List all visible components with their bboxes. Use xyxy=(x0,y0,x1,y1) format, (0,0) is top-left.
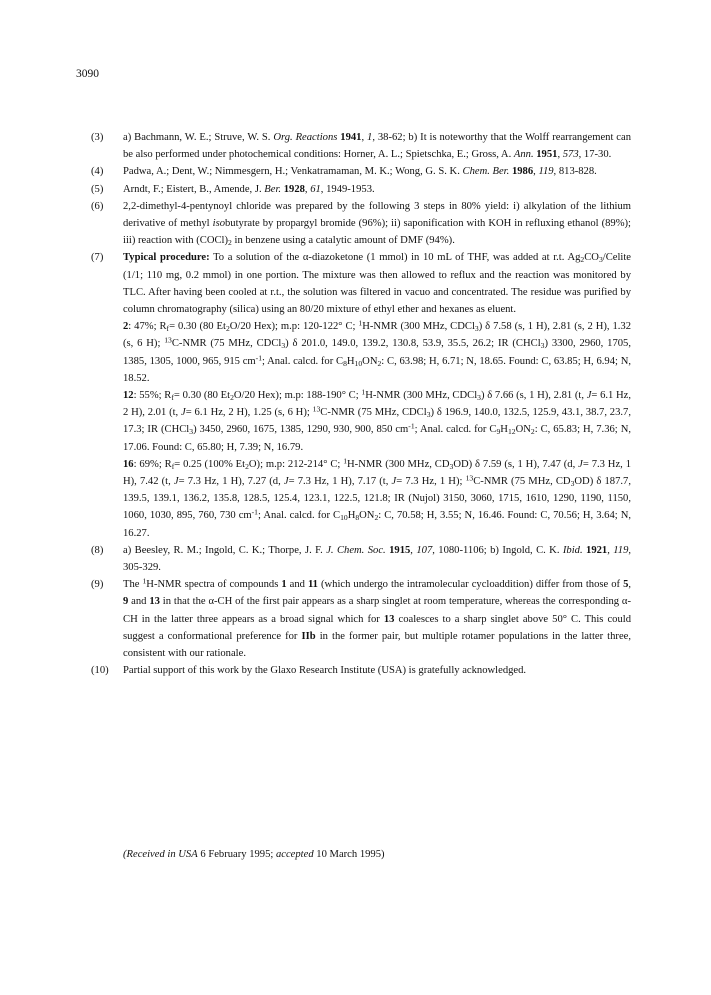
references-list xyxy=(91,129,631,680)
text-run: ON xyxy=(515,424,531,436)
text-run: , 305-329. xyxy=(123,544,632,574)
text-run: ON xyxy=(359,510,375,522)
reference-text xyxy=(123,249,631,318)
reference-item xyxy=(91,181,631,198)
text-run: 13 xyxy=(149,596,160,608)
text-run: 2 xyxy=(225,324,230,334)
reference-number: (9) xyxy=(91,579,104,591)
text-run: 13 xyxy=(312,404,321,414)
reference-number: (5) xyxy=(91,183,104,195)
text-run: 3 xyxy=(474,324,479,334)
received-line xyxy=(123,849,385,860)
text-run: J xyxy=(391,476,397,488)
reference-text xyxy=(123,542,631,576)
text-run: 1 xyxy=(358,318,363,328)
text-run: = 0.25 (100% Et xyxy=(174,458,246,470)
text-run: 10 xyxy=(354,358,363,368)
text-run: coalesces to a sharp singlet above 50° C. This could suggest a conformational preference for xyxy=(123,613,631,642)
text-run: = 0.30 (80 Et xyxy=(169,321,226,333)
text-run: H xyxy=(500,424,508,436)
text-run: f xyxy=(171,392,174,402)
reference-item xyxy=(91,576,631,662)
text-run: C-NMR (75 MHz, CDCl xyxy=(320,407,427,419)
text-run: 13 xyxy=(465,473,474,483)
text-run: 1921 xyxy=(586,544,608,556)
text-run: accepted xyxy=(275,849,314,860)
text-run: = 7.3 Hz, 1 H), 7.27 (d, xyxy=(178,476,284,488)
text-run: H-NMR (300 MHz, CDCl xyxy=(365,390,478,402)
reference-item xyxy=(91,542,631,576)
text-run: 3 xyxy=(449,461,454,471)
compound-data xyxy=(123,318,631,387)
text-run: CO xyxy=(584,252,599,264)
text-run: and xyxy=(128,596,150,608)
text-run: 1928 xyxy=(283,183,305,195)
compound-data xyxy=(123,387,631,456)
reference-text xyxy=(123,181,631,198)
text-run: , xyxy=(410,544,417,556)
text-run: 3 xyxy=(540,341,545,351)
text-run: 119 xyxy=(538,166,554,178)
text-run: 1 xyxy=(361,387,366,397)
text-run: -1 xyxy=(251,508,258,518)
text-run: = 6.1 Hz, 2 H), 2.01 (t, xyxy=(123,390,632,419)
reference-text xyxy=(123,662,631,679)
text-run: 107 xyxy=(416,544,433,556)
text-run: J xyxy=(586,390,592,402)
text-run: 2 xyxy=(230,392,234,402)
text-run: 1 xyxy=(343,456,348,466)
text-run: Ibid. xyxy=(562,544,583,556)
text-run: in that the α-CH of the first pair appears as a sharp singlet at room temperature, whereas the corresponding α-CH in the latter three appears as a broad signal which for xyxy=(123,596,631,625)
reference-number: (6) xyxy=(91,200,104,212)
text-run: ) δ 196.9, 140.0, 132.5, 125.9, 43.1, 38.7, 23.7, 17.3; IR (CHCl xyxy=(123,407,631,436)
reference-number: (8) xyxy=(91,544,104,556)
text-run: 2,2-dimethyl-4-pentynoyl chloride was prepared by the following 3 steps in 80% yield: i) alkylation of the lithium derivative of methyl xyxy=(123,200,631,230)
reference-number: (3) xyxy=(91,132,104,143)
text-run: 3 xyxy=(189,427,194,437)
text-run: 8 xyxy=(343,358,347,368)
text-run: To a solution of the α-diazoketone (1 mmol) in 10 mL of THF, was added at r.t. Ag xyxy=(209,252,581,264)
text-run: 8 xyxy=(355,513,360,523)
text-run: (Received in USA xyxy=(123,849,198,860)
text-run: 61 xyxy=(310,183,321,195)
text-run: H xyxy=(346,355,355,367)
text-run: 1 xyxy=(367,132,373,143)
text-run: Org. Reactions xyxy=(273,132,338,143)
text-run: 119 xyxy=(613,544,629,556)
reference-text xyxy=(123,163,631,180)
text-run: 11 xyxy=(307,579,318,591)
text-run: 1 xyxy=(281,579,287,591)
text-run: ) δ 201.0, 149.0, 139.2, 130.8, 53.9, 35.5, 26.2; IR (CHCl xyxy=(285,338,541,350)
text-run: 2 xyxy=(530,427,535,437)
text-run: f xyxy=(166,324,170,334)
text-run: C-NMR (75 MHz, CD xyxy=(473,476,571,488)
text-run: 3 xyxy=(426,410,431,420)
text-run: ; Anal. calcd. for C xyxy=(414,424,497,436)
text-run: IIb xyxy=(301,630,316,642)
text-run: = 7.3 Hz, 1 H), 7.42 (t, xyxy=(123,458,631,488)
reference-item xyxy=(91,662,631,679)
text-run: and xyxy=(286,579,308,591)
text-run: H-NMR spectra of compounds xyxy=(146,579,282,591)
text-run: 1941 xyxy=(340,132,362,143)
text-run: , xyxy=(361,132,368,143)
text-run: ; Anal. calcd. for C xyxy=(258,510,341,522)
text-run: : 55%; R xyxy=(133,390,172,402)
text-run: 1986 xyxy=(511,166,534,178)
text-run: : C, 65.83; H, 7.36; N, 17.06. Found: C, 65.80; H, 7.39; N, 16.79. xyxy=(123,424,631,453)
text-run: , xyxy=(304,183,311,195)
text-run: 5 xyxy=(623,579,629,591)
text-run: = 0.30 (80 Et xyxy=(173,390,231,402)
reference-item xyxy=(91,163,631,180)
text-run: H-NMR (300 MHz, CD xyxy=(347,458,450,470)
text-run: H xyxy=(347,510,356,522)
text-run: J xyxy=(283,476,289,488)
text-run: ON xyxy=(362,355,378,367)
text-run: : 69%; R xyxy=(133,458,172,470)
text-run: ) 3300, 2960, 1705, 1385, 1305, 1000, 965, 915 cm xyxy=(123,338,631,367)
text-run: Partial support of this work by the Glaxo Research Institute (USA) is gratefully acknowledged. xyxy=(123,665,527,677)
text-run: : 47%; R xyxy=(128,321,167,333)
text-run: ; Anal. calcd. for C xyxy=(262,355,344,367)
text-run: in the former pair, but multiple rotamer populations in the latter three, consistent with our rationale. xyxy=(123,630,631,660)
text-run: 3 xyxy=(570,478,575,488)
text-run: in benzene using a catalytic amount of DMF (94%). xyxy=(231,235,455,247)
text-run: a) Bachmann, W. E.; Struve, W. S. xyxy=(123,132,274,143)
reference-number: (7) xyxy=(91,252,104,264)
text-run: 6 February 1995; xyxy=(197,849,276,860)
reference-number: (10) xyxy=(91,665,109,677)
text-run: ) δ 7.66 (s, 1 H), 2.81 (t, xyxy=(480,390,587,402)
text-run: O); m.p: 212-214° C; xyxy=(248,458,344,470)
compound-data xyxy=(123,456,631,542)
text-run: O/20 Hex); m.p: 188-190° C; xyxy=(233,390,362,402)
text-run: , 1949-1953. xyxy=(320,183,375,195)
text-run: , xyxy=(533,166,539,178)
text-run: H-NMR (300 MHz, CDCl xyxy=(362,321,475,333)
text-run: J xyxy=(578,458,583,470)
text-run: = 7.3 Hz, 1 H); xyxy=(396,476,466,488)
text-run: 13 xyxy=(164,336,172,346)
page-number: 3090 xyxy=(76,68,99,80)
text-run: OD) δ 7.59 (s, 1 H), 7.47 (d, xyxy=(453,458,579,470)
text-run: 3 xyxy=(281,341,286,351)
text-run: , 813-828. xyxy=(553,166,597,178)
text-run: 10 xyxy=(340,513,348,523)
text-run: Padwa, A.; Dent, W.; Nimmesgern, H.; Venkatramaman, M. K.; Wong, G. S. K. xyxy=(123,166,463,178)
text-run: = 7.3 Hz, 1 H), 7.17 (t, xyxy=(288,476,392,488)
text-run: -1 xyxy=(408,422,415,432)
text-run: Typical procedure: xyxy=(123,252,210,264)
text-run: , xyxy=(628,579,632,591)
text-run: J xyxy=(181,407,186,419)
text-run: = 6.1 Hz, 2 H), 1.25 (s, 6 H); xyxy=(185,407,313,419)
text-run: , 38-62; b) It is noteworthy that the Wolff rearrangement can be also performed under photochemical conditions: Horner, A. L.; Spietschka, E.; Gross, A. xyxy=(123,132,632,161)
text-run: ) δ 7.58 (s, 1 H), 2.81 (s, 2 H), 1.32 (s, 6 H); xyxy=(123,321,632,350)
text-run: : C, 70.58; H, 3.55; N, 16.46. Found: C, 70.56; H, 3.64; N, 16.27. xyxy=(123,510,631,539)
text-run: 1915 xyxy=(389,544,411,556)
text-run: 13 xyxy=(383,613,395,625)
text-run: 2 xyxy=(123,321,129,333)
reference-item xyxy=(91,249,631,541)
text-run: Arndt, F.; Eistert, B., Amende, J. xyxy=(123,183,265,195)
text-run: f xyxy=(171,461,175,471)
text-run: The xyxy=(123,579,143,591)
text-run: ) 3450, 2960, 1675, 1385, 1290, 930, 900, 850 cm xyxy=(193,424,409,436)
text-run: 12 xyxy=(123,390,134,402)
text-run: a) Beesley, R. M.; Ingold, C. K.; Thorpe, J. F. xyxy=(123,544,327,556)
text-run: 3 xyxy=(598,255,603,265)
text-run: 2 xyxy=(228,238,232,248)
text-run: butyrate by propargyl bromide (96%); ii) saponification with KOH in refluxing ethanol (89%); iii) reaction with (COCl) xyxy=(123,218,631,247)
reference-text xyxy=(123,576,631,662)
text-run: , xyxy=(557,149,563,161)
text-run: 12 xyxy=(507,427,516,437)
text-run: 2 xyxy=(374,513,379,523)
reference-number: (4) xyxy=(91,166,104,178)
text-run: -1 xyxy=(255,353,263,363)
text-run: (which undergo the intramolecular cycloaddition) differ from those of xyxy=(317,579,624,591)
text-run: 10 March 1995) xyxy=(313,849,385,860)
text-run: /Celite (1/1; 110 mg, 0.2 mmol) in one portion. The mixture was then allowed to reflux and the reaction was monitored by TLC. After having been cooled at r.t., the solution was filtered in vacuo and concentrated. The residue was purified by column chromatography (silica) using an 80/20 mixture of ethyl ether and hexanes as eluent. xyxy=(123,252,631,316)
text-run: 16 xyxy=(123,458,134,470)
text-run: iso xyxy=(212,218,225,230)
text-run: C-NMR (75 MHz, CDCl xyxy=(171,338,282,350)
text-run: Ber. xyxy=(264,183,282,195)
text-run: 9 xyxy=(123,596,129,608)
text-run: , xyxy=(607,544,614,556)
text-run: 573 xyxy=(562,149,579,161)
reference-item xyxy=(91,198,631,250)
reference-text xyxy=(123,129,631,163)
text-run: : C, 63.98; H, 6.71; N, 18.65. Found: C, 63.85; H, 6.94; N, 18.52. xyxy=(123,355,631,384)
text-run: OD) δ 187.7, 139.5, 139.1, 136.2, 135.8, 128.5, 125.4, 123.1, 122.5, 121.8; IR (Nujol) 3150, 3060, 1715, 1610, 1290, 1190, 1150, 1060, 1030, 895, 760, 730 cm xyxy=(123,476,631,522)
text-run: , 17-30. xyxy=(578,149,612,161)
text-run: O/20 Hex); m.p: 120-122° C; xyxy=(229,321,359,333)
text-run: 9 xyxy=(496,427,501,437)
text-run: , 1080-1106; b) Ingold, C. K. xyxy=(432,544,563,556)
reference-text xyxy=(123,198,631,250)
text-run: 2 xyxy=(245,461,249,471)
text-run: J. Chem. Soc. xyxy=(326,544,386,556)
text-run: 2 xyxy=(580,255,585,265)
text-run: 1 xyxy=(142,576,147,586)
text-run: 2 xyxy=(377,358,382,368)
reference-item xyxy=(91,129,631,163)
text-run: 1951 xyxy=(536,149,558,161)
text-run: J xyxy=(173,476,179,488)
text-run: Chem. Ber. xyxy=(462,166,510,178)
text-run: 3 xyxy=(477,392,481,402)
text-run: Ann. xyxy=(513,149,534,161)
